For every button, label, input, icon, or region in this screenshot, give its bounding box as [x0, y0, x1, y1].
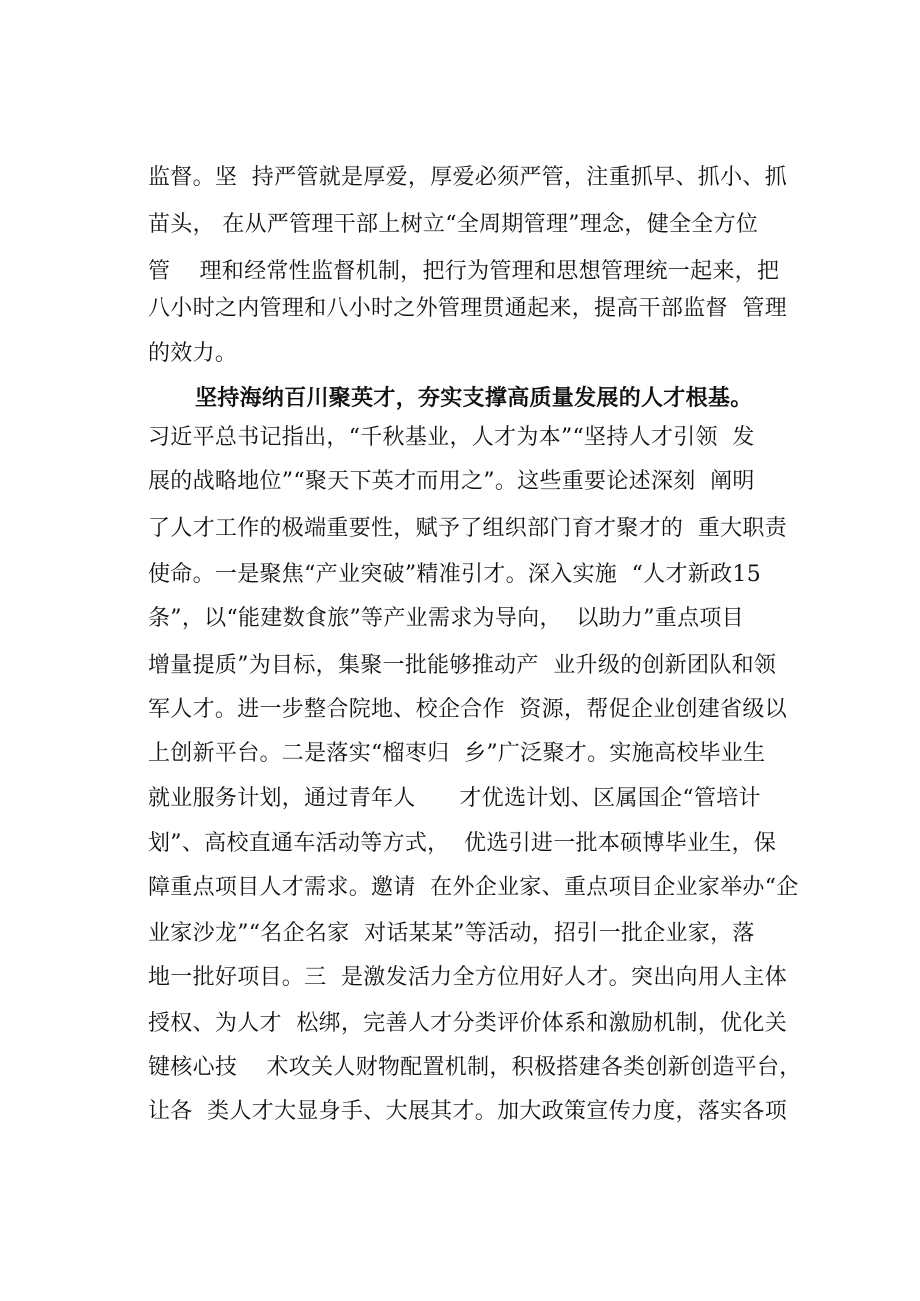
paragraph-2-line-7: 军人才。进一步整合院地、校企合作 资源，帮促企业创建省级以 [148, 697, 787, 722]
paragraph-2-line-4: 使命。一是聚焦“产业突破”精准引才。深入实施 “人才新政15 [148, 562, 762, 587]
paragraph-1-line-2: 苗头， 在从严管理干部上树立“全周期管理”理念，健全全方位 [148, 212, 759, 237]
paragraph-2-line-8: 上创新平台。二是落实“榴枣归 乡”广泛聚才。实施高校毕业生 [148, 741, 766, 766]
paragraph-2-line-6: 增量提质”为目标，集聚一批能够推动产 业升级的创新团队和领 [148, 653, 777, 678]
paragraph-2-line-15: 键核心技 术攻关人财物配置机制，积极搭建各类创新创造平台， [148, 1055, 802, 1080]
paragraph-2-line-14: 授权、为人才 松绑，完善人才分类评价体系和激励机制，优化关 [148, 1011, 787, 1036]
paragraph-2-line-11: 障重点项目人才需求。邀请 在外企业家、重点项目企业家举办“企 [148, 875, 799, 900]
paragraph-1-line-3: 管 理和经常性监督机制，把行为管理和思想管理统一起来，把 [148, 259, 780, 284]
section-heading: 坚持海纳百川聚英才，夯实支撑高质量发展的人才根基。 [195, 385, 753, 411]
paragraph-2-line-10: 划”、高校直通车活动等方式， 优选引进一批本硕博毕业生，保 [148, 831, 777, 856]
paragraph-2-line-16: 让各 类人才大显身手、大展其才。加大政策宣传力度，落实各项 [148, 1099, 787, 1124]
paragraph-1-line-5: 的效力。 [148, 341, 238, 366]
paragraph-2-line-12: 业家沙龙”“名企名家 对话某某”等活动，招引一批企业家，落 [148, 921, 755, 946]
paragraph-2-line-5: 条”，以“能建数食旅”等产业需求为导向， 以助力”重点项目 [148, 606, 744, 631]
paragraph-2-line-9: 就业服务计划，通过青年人 才优选计划、区属国企“管培计 [148, 786, 761, 811]
paragraph-2-line-13: 地一批好项目。三 是激发活力全方位用好人才。突出向用人主体 [148, 965, 787, 990]
paragraph-2-line-1: 习近平总书记指出，“千秋基业，人才为本”“坚持人才引领 发 [148, 425, 755, 450]
paragraph-2-line-3: 了人才工作的极端重要性，赋予了组织部门育才聚才的 重大职责 [148, 516, 787, 541]
paragraph-1-line-4: 八小时之内管理和八小时之外管理贯通起来，提高干部监督 管理 [148, 296, 787, 321]
paragraph-2-line-2: 展的战略地位”“聚天下英才而用之”。这些重要论述深刻 阐明 [148, 469, 755, 494]
paragraph-1-line-1: 监督。坚 持严管就是厚爱，厚爱必须严管，注重抓早、抓小、抓 [148, 165, 787, 190]
